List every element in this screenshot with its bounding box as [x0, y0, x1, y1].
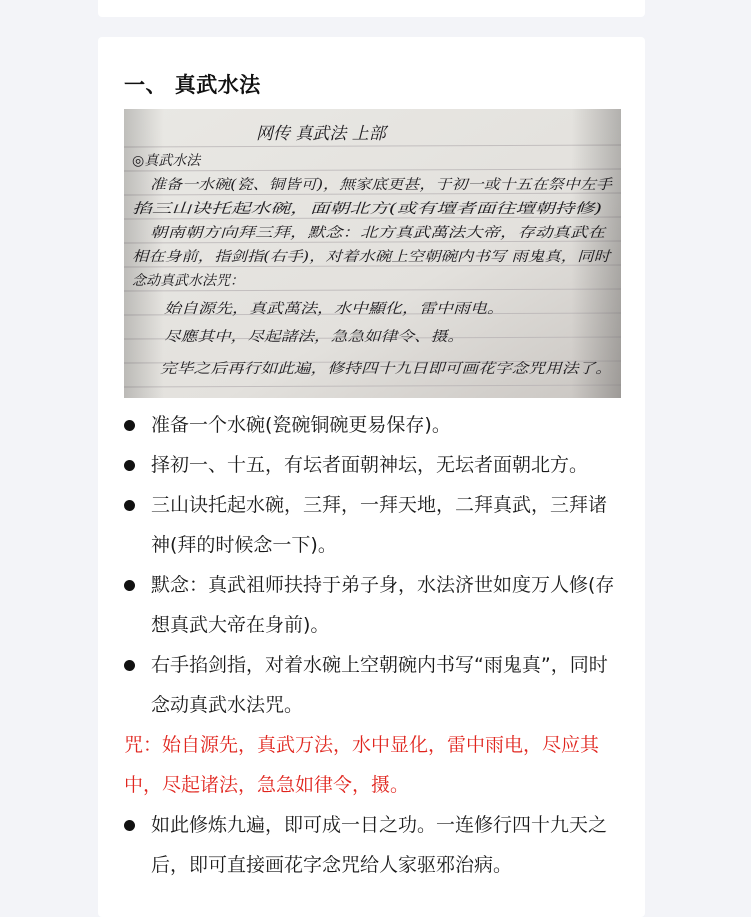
previous-card [98, 0, 645, 17]
section-title: 一、 真武水法 [124, 73, 261, 97]
bullet-icon [124, 460, 135, 471]
list-item: 如此修炼九遍，即可成一日之功。一连修行四十九天之后，即可直接画花字念咒给人家驱邪治病。 [124, 805, 624, 885]
list-item: 三山诀托起水碗，三拜，一拜天地，二拜真武，三拜诸神(拜的时候念一下)。 [124, 485, 624, 565]
list-item: 右手掐剑指，对着水碗上空朝碗内书写“雨鬼真”，同时念动真武水法咒。 [124, 645, 624, 725]
bullet-icon [124, 660, 135, 671]
bullet-icon [124, 500, 135, 511]
mantra-text: 咒：始自源先，真武万法，水中显化，雷中雨电，尽应其中，尽起诸法，急急如律令，摄。 [124, 734, 600, 796]
bullet-icon [124, 420, 135, 431]
list-item: 准备一个水碗(瓷碗铜碗更易保存)。 [124, 405, 624, 445]
bullet-icon [124, 820, 135, 831]
list-item: 默念：真武祖师扶持于弟子身，水法济世如度万人修(存想真武大帝在身前)。 [124, 565, 624, 645]
list-item: 择初一、十五，有坛者面朝神坛，无坛者面朝北方。 [124, 445, 624, 485]
instruction-list [124, 405, 624, 885]
handwritten-notes-photo [124, 109, 621, 398]
bullet-icon [124, 580, 135, 591]
